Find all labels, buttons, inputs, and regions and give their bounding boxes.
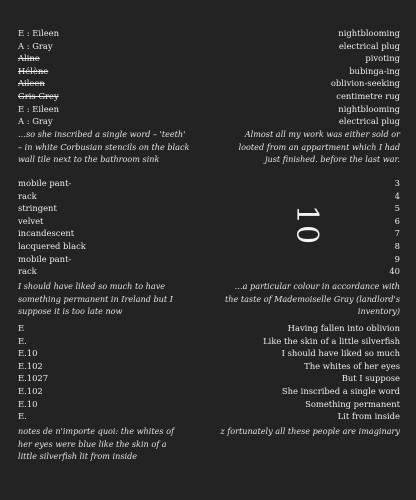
struck-name-line: Hélène (18, 65, 49, 76)
code-line: E.1027 (18, 373, 49, 384)
code-line: E.102 (18, 360, 43, 371)
number-line: 9 (394, 253, 400, 264)
phrase-line: But I suppose (341, 373, 400, 384)
code-line: E.10 (18, 348, 38, 359)
attributes-list (210, 27, 400, 128)
note-left-3: notes de n'importe quoi: the whites of her eyes were blue like the skin of a little silverfish lit from inside (18, 426, 174, 462)
attribute-line: centimetre rug (336, 90, 400, 101)
attribute-line: electrical plug (338, 116, 400, 127)
materials-list (18, 177, 168, 278)
number-line: 6 (394, 215, 400, 226)
name-line: A : Gray (18, 40, 53, 51)
phrase-line: Like the skin of a little silverfish (263, 335, 400, 346)
material-line: rack (18, 190, 37, 201)
material-line: mobile pant- (18, 253, 72, 264)
code-line: E.10 (18, 398, 38, 409)
code-line: E (18, 323, 25, 333)
attribute-line: pivoting (365, 53, 400, 64)
struck-name-line: Gris Grey (18, 90, 59, 101)
phrase-line: Having fallen into oblivion (287, 323, 400, 333)
number-line: 40 (389, 266, 400, 277)
names-list (18, 27, 208, 128)
code-line: E. (18, 335, 27, 346)
name-line: E : Eileen (18, 103, 60, 114)
phrase-line: The whites of her eyes (304, 360, 400, 371)
note-right-2: …a particular colour in accordance with the taste of Mademoiselle Gray (landlord's inventory) (225, 281, 400, 317)
phrase-line: I should have liked so much (281, 348, 400, 359)
material-line: stringent (18, 203, 57, 214)
phrase-line: Something permanent (305, 398, 400, 409)
material-line: rack (18, 266, 37, 277)
note-right-1: Almost all my work was either sold or looted from an appartment which I had just finished. before the last war. (238, 129, 400, 165)
note-right-3: z fortunately all these people are imaginary (220, 426, 400, 436)
number-line: 4 (394, 190, 400, 201)
code-line: E. (18, 411, 27, 422)
note-left-1: …so she inscribed a single word – 'teeth' – in white Corbusian stencils on the black wall tile next to the bathroom sink (18, 129, 190, 165)
numbers-list (360, 177, 400, 278)
material-line: velvet (18, 215, 44, 226)
phrases-list (180, 322, 400, 423)
number-line: 7 (394, 228, 400, 239)
phrase-line: Lit from inside (337, 411, 400, 422)
name-line: A : Gray (18, 116, 53, 127)
struck-name-line: Aileen (18, 78, 45, 89)
number-line: 3 (394, 178, 400, 188)
number-line: 8 (394, 240, 400, 251)
attribute-line: oblivion-seeking (330, 78, 400, 89)
rotated-number: 10 (289, 204, 325, 246)
attribute-line: nightblooming (338, 28, 400, 38)
material-line: mobile pant- (18, 178, 72, 188)
attribute-line: bubinga-ing (349, 65, 400, 76)
material-line: lacquered black (18, 240, 86, 251)
note-left-2: I should have liked so much to have something permanent in Ireland but I suppose it is too late now (18, 281, 173, 317)
material-line: incandescent (18, 228, 75, 239)
phrase-line: She inscribed a single word (281, 385, 400, 396)
name-line: E : Eileen (18, 28, 60, 38)
struck-name-line: Aline (18, 53, 40, 64)
code-line: E.102 (18, 385, 43, 396)
attribute-line: nightblooming (338, 103, 400, 114)
number-line: 5 (394, 203, 400, 214)
codes-list (18, 322, 138, 423)
attribute-line: electrical plug (338, 40, 400, 51)
